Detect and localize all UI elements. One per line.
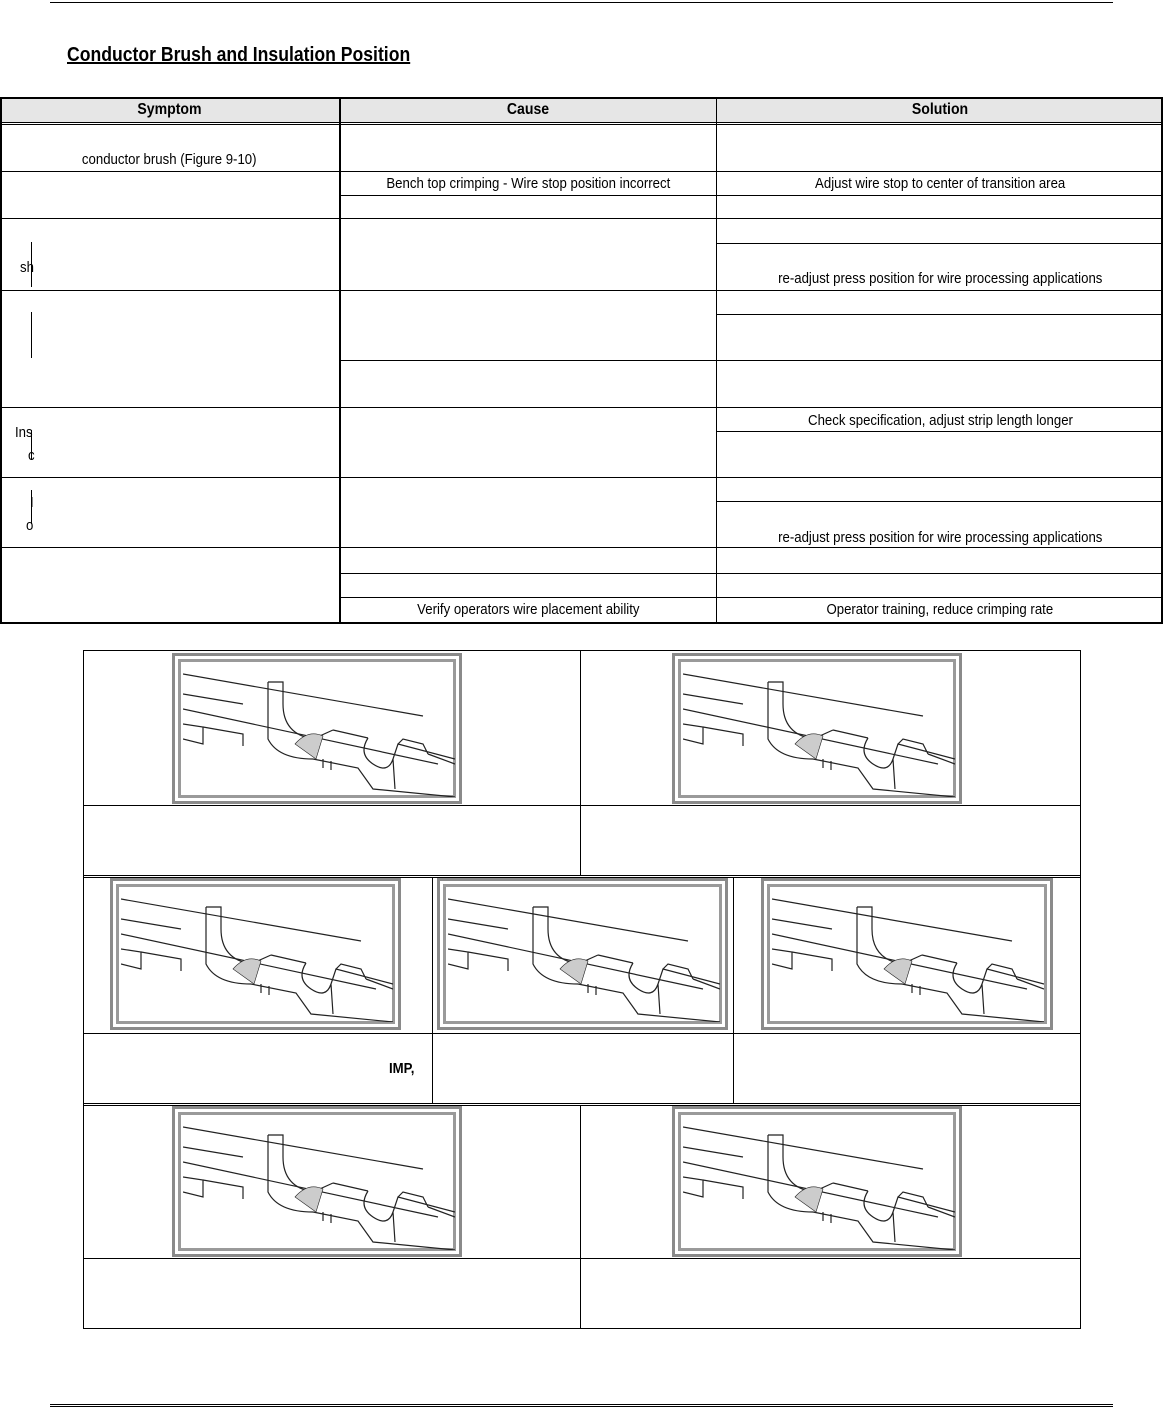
symptom-fragment: Ins [15, 424, 33, 441]
terminal-figure [172, 653, 462, 804]
solution-cell: Check specification, adjust strip length longer [807, 412, 1073, 429]
crimp-terminal-drawing [448, 889, 720, 1022]
terminal-figure [761, 878, 1053, 1030]
crimp-terminal-drawing [683, 1117, 955, 1250]
header-solution: Solution [911, 101, 969, 118]
cause-cell: Verify operators wire placement ability [416, 601, 640, 618]
terminal-figure [437, 878, 728, 1030]
top-rule [50, 2, 1113, 3]
solution-cell: Adjust wire stop to center of transition area [814, 175, 1066, 192]
solution-cell: Operator training, reduce crimping rate [826, 601, 1054, 618]
bottom-rule [50, 1404, 1113, 1407]
symptom-fragment: sh [20, 259, 34, 276]
header-cause: Cause [506, 101, 550, 118]
header-symptom: Symptom [137, 101, 202, 118]
crimp-terminal-drawing [183, 664, 455, 797]
symptom-fragment: I [30, 494, 34, 511]
crimp-terminal-drawing [183, 1117, 455, 1250]
terminal-figure [672, 1106, 962, 1257]
symptom-fragment: c [28, 447, 35, 464]
symptom-text: conductor brush (Figure 9-10) [82, 151, 257, 168]
crimp-terminal-drawing [683, 664, 955, 797]
crimp-terminal-drawing [121, 889, 393, 1022]
solution-cell: re-adjust press position for wire processing applications [777, 270, 1103, 287]
terminal-figure [172, 1106, 462, 1257]
section-title: Conductor Brush and Insulation Position [67, 44, 411, 66]
caption-fragment: IMP, [389, 1060, 415, 1077]
crimp-terminal-drawing [772, 889, 1044, 1022]
terminal-figure [110, 878, 401, 1030]
solution-cell: re-adjust press position for wire processing applications [777, 529, 1103, 546]
symptom-fragment: o [26, 517, 34, 534]
cause-cell: Bench top crimping - Wire stop position incorrect [386, 175, 670, 192]
terminal-figure [672, 653, 962, 804]
